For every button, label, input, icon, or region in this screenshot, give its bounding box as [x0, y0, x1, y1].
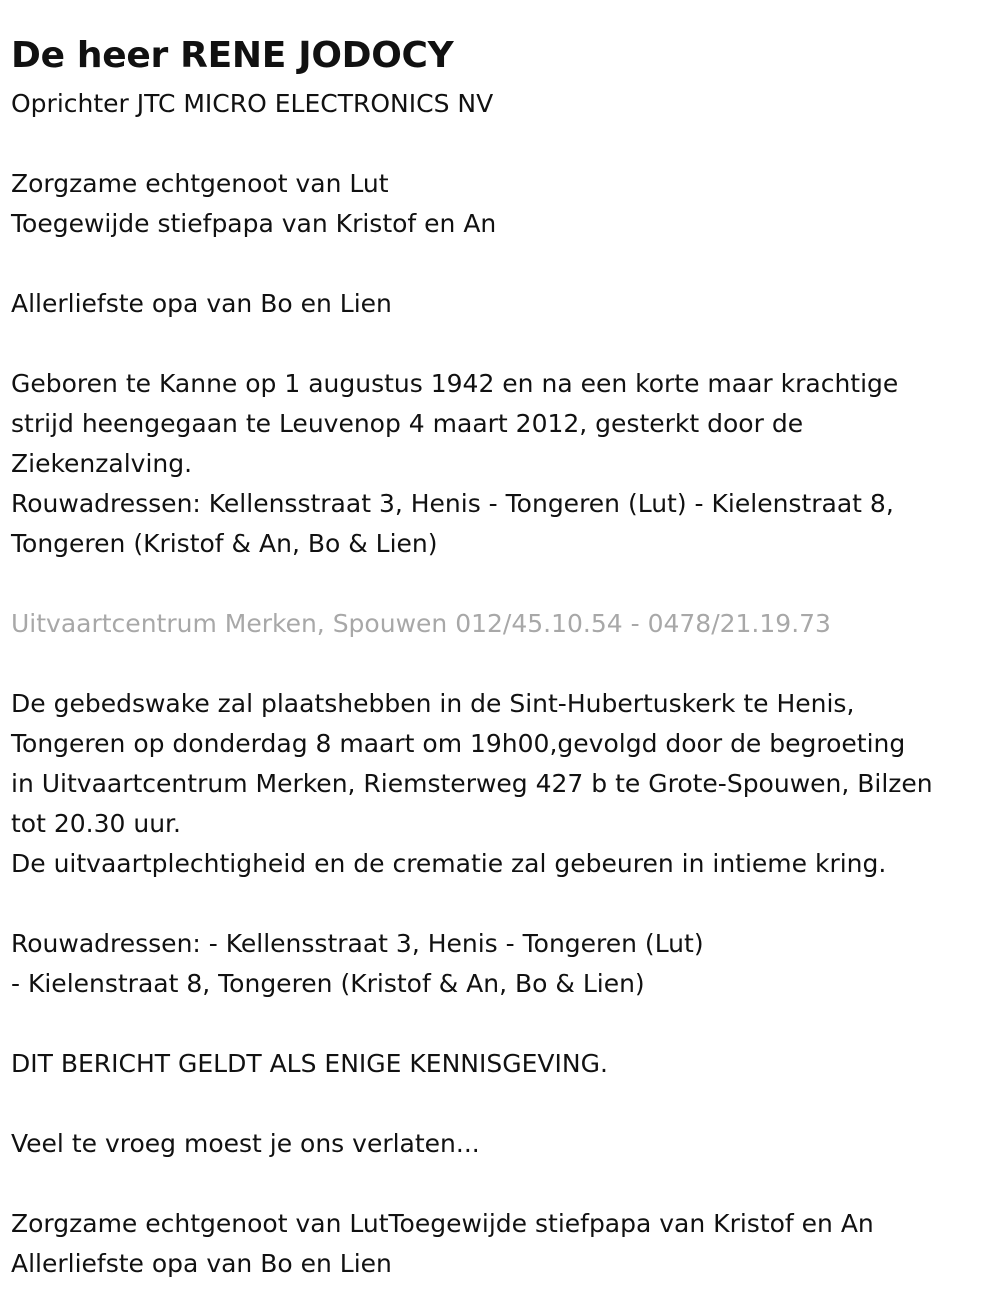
service-line: Tongeren op donderdag 8 maart om 19h00,gevolgd door de begroeting	[11, 729, 906, 758]
service-line: De gebedswake zal plaatshebben in de Sint-Hubertuskerk te Henis,	[11, 689, 855, 718]
address-line: Tongeren (Kristof & An, Bo & Lien)	[11, 529, 438, 558]
service-line: in Uitvaartcentrum Merken, Riemsterweg 427 b te Grote-Spouwen, Bilzen	[11, 769, 933, 798]
address-line: - Kielenstraat 8, Tongeren (Kristof & An, Bo & Lien)	[11, 969, 645, 998]
closing-line: Allerliefste opa van Bo en Lien	[11, 1249, 392, 1278]
subtitle: Oprichter JTC MICRO ELECTRONICS NV	[11, 89, 494, 118]
closing-line: Zorgzame echtgenoot van LutToegewijde stiefpapa van Kristof en An	[11, 1209, 874, 1238]
birth-death-line: Geboren te Kanne op 1 augustus 1942 en na een korte maar krachtige	[11, 369, 899, 398]
family-line-grandchildren: Allerliefste opa van Bo en Lien	[11, 289, 392, 318]
birth-death-line: Ziekenzalving.	[11, 449, 193, 478]
notice-text: DIT BERICHT GELDT ALS ENIGE KENNISGEVING.	[11, 1049, 608, 1078]
address-line: Rouwadressen: Kellensstraat 3, Henis - Tongeren (Lut) - Kielenstraat 8,	[11, 489, 894, 518]
service-line: tot 20.30 uur.	[11, 809, 181, 838]
family-line-stepchildren: Toegewijde stiefpapa van Kristof en An	[11, 209, 497, 238]
farewell-text: Veel te vroeg moest je ons verlaten...	[11, 1129, 480, 1158]
address-line: Rouwadressen: - Kellensstraat 3, Henis - Tongeren (Lut)	[11, 929, 704, 958]
family-line-spouse: Zorgzame echtgenoot van Lut	[11, 169, 389, 198]
funeral-home-contact: Uitvaartcentrum Merken, Spouwen 012/45.10.54 - 0478/21.19.73	[11, 609, 831, 638]
page-title: De heer RENE JODOCY	[11, 35, 454, 76]
birth-death-line: strijd heengegaan te Leuvenop 4 maart 2012, gesterkt door de	[11, 409, 804, 438]
service-line: De uitvaartplechtigheid en de crematie zal gebeuren in intieme kring.	[11, 849, 887, 878]
